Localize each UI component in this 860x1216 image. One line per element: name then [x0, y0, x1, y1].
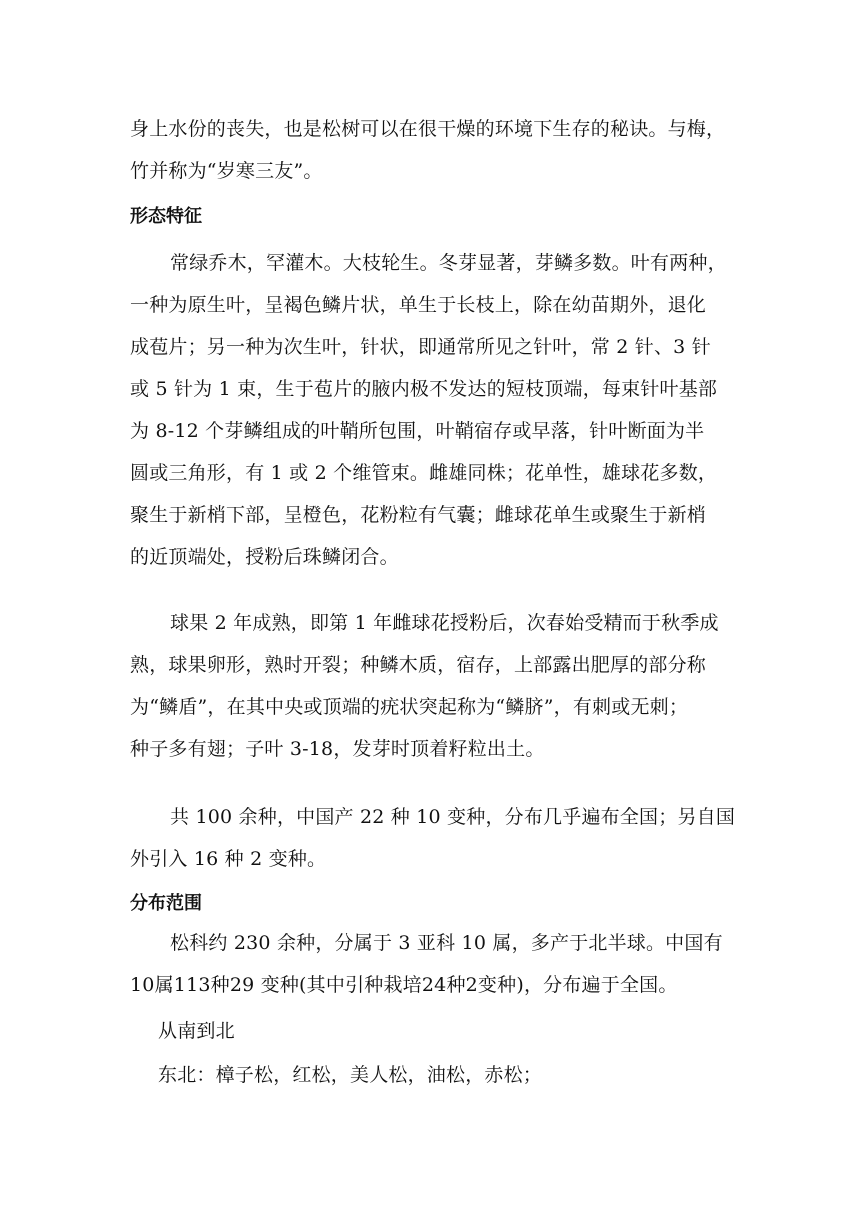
- text-line: 从南到北: [158, 1020, 235, 1042]
- text-line: 熟，球果卵形，熟时开裂；种鳞木质，宿存，上部露出肥厚的部分称: [130, 654, 707, 676]
- text-line: 东北：樟子松，红松，美人松，油松，赤松；: [158, 1064, 543, 1086]
- section-heading-morphology: 形态特征: [130, 206, 202, 227]
- text-line: 为“鳞盾”，在其中央或顶端的疣状突起称为“鳞脐”，有刺或无刺；: [130, 696, 689, 718]
- text-line: 的近顶端处，授粉后珠鳞闭合。: [130, 546, 399, 568]
- text-line: 常绿乔木，罕灌木。大枝轮生。冬芽显著，芽鳞多数。叶有两种，: [170, 252, 727, 274]
- text-line: 或 5 针为 1 束，生于苞片的腋内极不发达的短枝顶端，每束针叶基部: [130, 378, 718, 400]
- text-line: 为 8-12 个芽鳞组成的叶鞘所包围，叶鞘宿存或早落，针叶断面为半: [130, 420, 705, 442]
- text-line: 种子多有翅；子叶 3-18，发芽时顶着籽粒出土。: [130, 738, 545, 760]
- text-line: 球果 2 年成熟，即第 1 年雌球花授粉后，次春始受精而于秋季成: [170, 612, 719, 634]
- text-line: 10属113种29 变种(其中引种栽培24种2变种)，分布遍于全国。: [130, 974, 678, 996]
- text-line: 共 100 余种，中国产 22 种 10 变种，分布几乎遍布全国；另自国: [170, 806, 736, 828]
- text-line: 松科约 230 余种，分属于 3 亚科 10 属，多产于北半球。中国有: [170, 932, 723, 954]
- text-line: 身上水份的丧失，也是松树可以在很干燥的环境下生存的秘诀。与梅，: [130, 118, 726, 140]
- text-line: 圆或三角形，有 1 或 2 个维管束。雌雄同株；花单性，雄球花多数，: [130, 462, 718, 484]
- text-line: 聚生于新梢下部，呈橙色，花粉粒有气囊；雌球花单生或聚生于新梢: [130, 504, 707, 526]
- text-line: 一种为原生叶，呈褐色鳞片状，单生于长枝上，除在幼苗期外，退化: [130, 294, 707, 316]
- section-heading-distribution: 分布范围: [130, 893, 202, 914]
- text-line: 外引入 16 种 2 变种。: [130, 848, 327, 870]
- text-line: 成苞片；另一种为次生叶，针状，即通常所见之针叶，常 2 针、3 针: [130, 336, 711, 358]
- text-line: 竹并称为“岁寒三友”。: [130, 160, 323, 182]
